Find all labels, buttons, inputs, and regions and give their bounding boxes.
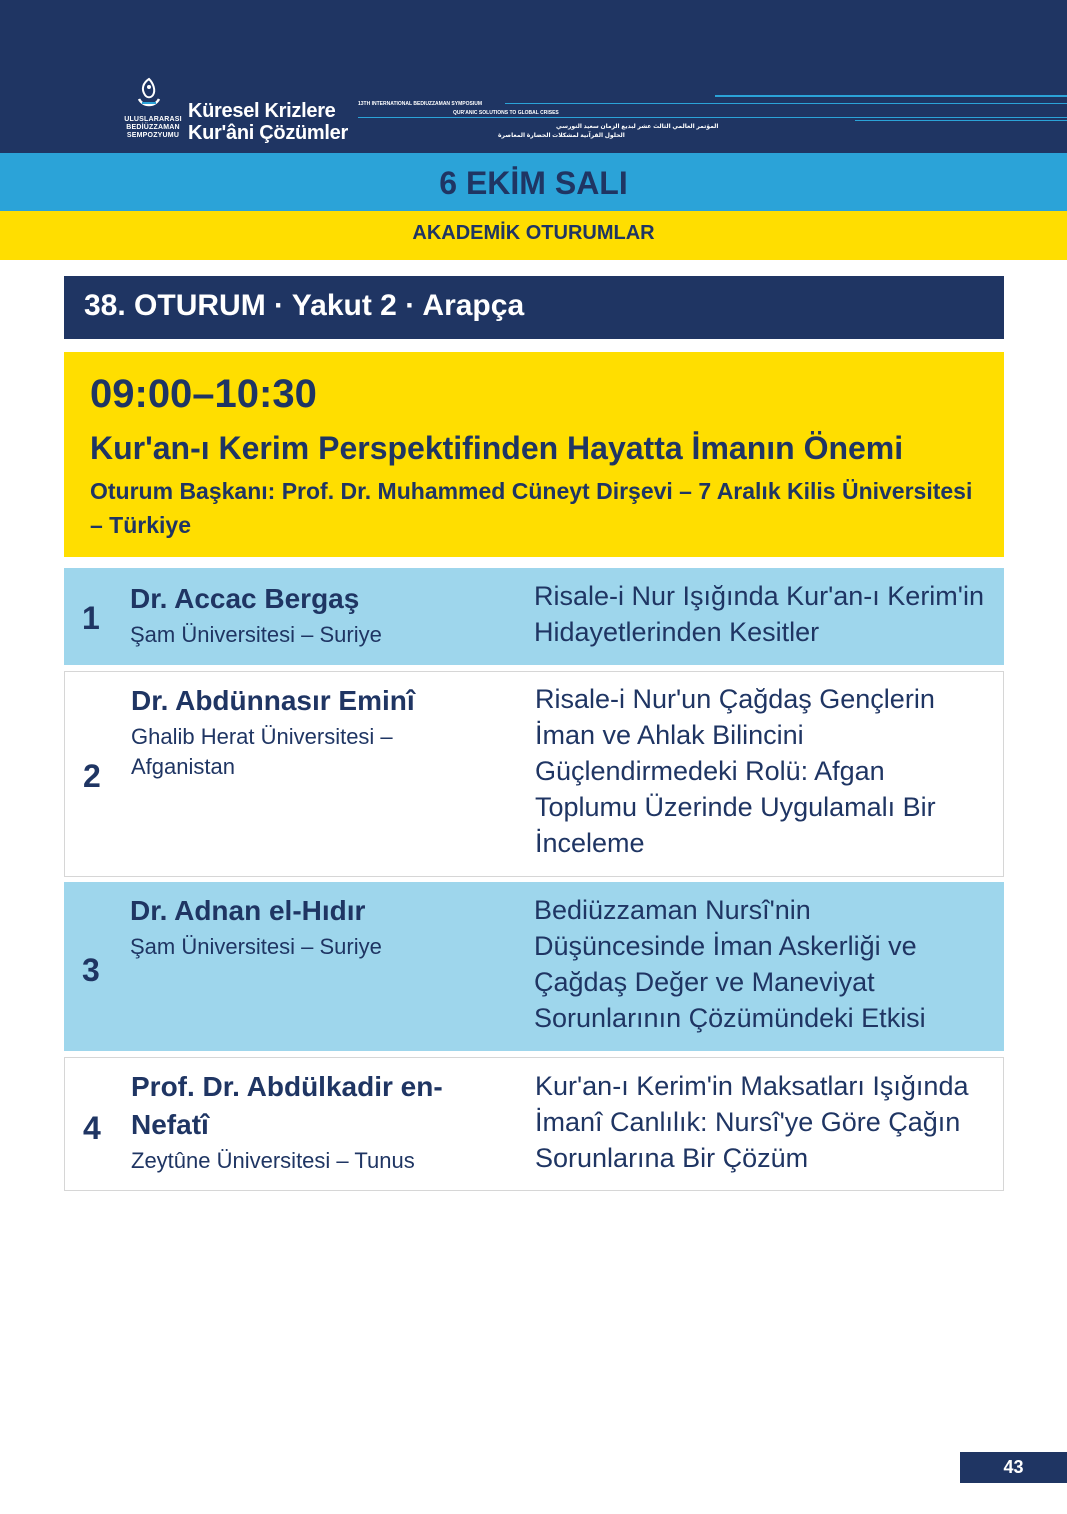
logo-caption: ULUSLARARASI BEDİÜZZAMAN SEMPOZYUMU [124, 116, 182, 139]
symposium-title-line2: Kur'âni Çözümler [188, 122, 348, 144]
talk-title: Kur'an-ı Kerim'in Maksatları Işığında İmanî Canlılık: Nursî'ye Göre Çağın Sorunlarına Bir Çözüm [535, 1071, 969, 1173]
decor-line [855, 120, 1067, 121]
symposium-logo-icon [133, 77, 165, 113]
symposium-title-line1: Küresel Krizlere [188, 100, 336, 122]
talk-title: Bediüzzaman Nursî'nin Düşüncesinde İman Askerliği ve Çağdaş Değer ve Maneviyat Sorunlarının Çözümündeki Etkisi [534, 895, 926, 1033]
section-banner [0, 211, 1067, 260]
session-header-label: 38. OTURUM · Yakut 2 · Arapça [84, 289, 525, 322]
talk-number: 1 [82, 600, 100, 636]
symposium-en-line1: 13TH INTERNATIONAL BEDIUZZAMAN SYMPOSIUM [358, 101, 482, 107]
speaker-affiliation: Şam Üniversitesi – Suriye [130, 622, 382, 647]
symposium-ar-line2: الحلول القرآنية لمشكلات الحضارة المعاصرة [498, 133, 625, 139]
talk-title: Risale-i Nur'un Çağdaş Gençlerin İman ve Ahlak Bilincini Güçlendirmedeki Rolü: Afgan Toplumu Üzerinde Uygulamalı Bir İnceleme [535, 684, 936, 858]
symposium-ar-line1: المؤتمر العالمي الثالث عشر لبديع الزمان سعيد النورسي [556, 124, 719, 130]
speaker-affiliation: Zeytûne Üniversitesi – Tunus [131, 1148, 415, 1173]
speaker-affiliation: Şam Üniversitesi – Suriye [130, 934, 382, 959]
session-time: 09:00–10:30 [90, 372, 317, 416]
speaker-name: Prof. Dr. Abdülkadir en-Nefatî [131, 1071, 443, 1140]
table-row [64, 1057, 1004, 1191]
session-info-box [64, 352, 1004, 557]
table-row [64, 671, 1004, 877]
day-label: 6 EKİM SALI [439, 165, 628, 201]
decor-line [505, 103, 1067, 104]
decor-line [715, 95, 1067, 97]
speaker-block [131, 682, 491, 782]
talk-number: 2 [83, 758, 101, 794]
talk-title: Risale-i Nur Işığında Kur'an-ı Kerim'in Hidayetlerinden Kesitler [534, 581, 984, 647]
page-number: 43 [960, 1452, 1067, 1483]
speaker-name: Dr. Accac Bergaş [130, 583, 360, 614]
decor-line [358, 117, 1067, 118]
table-row [64, 568, 1004, 665]
session-header [64, 276, 1004, 339]
session-title: Kur'an-ı Kerim Perspektifinden Hayatta İmanın Önemi [90, 430, 904, 466]
talk-number: 4 [83, 1110, 101, 1146]
talk-number: 3 [82, 952, 100, 988]
speaker-name: Dr. Abdünnasır Eminî [131, 685, 415, 716]
session-chair: Oturum Başkanı: Prof. Dr. Muhammed Cüneyt Dirşevi – 7 Aralık Kilis Üniversitesi – Türkiye [90, 478, 973, 538]
speaker-block [131, 1068, 491, 1176]
symposium-en-line2: QUR'ANIC SOLUTIONS TO GLOBAL CRISES [453, 110, 559, 116]
speaker-affiliation: Ghalib Herat Üniversitesi – Afganistan [131, 724, 393, 779]
speaker-name: Dr. Adnan el-Hıdır [130, 895, 366, 926]
speaker-block [130, 892, 490, 962]
section-label: AKADEMİK OTURUMLAR [412, 222, 655, 244]
table-row [64, 882, 1004, 1051]
page-header [0, 0, 1067, 153]
day-banner [0, 153, 1067, 211]
symposium-title [188, 100, 348, 144]
speaker-block [130, 580, 490, 650]
